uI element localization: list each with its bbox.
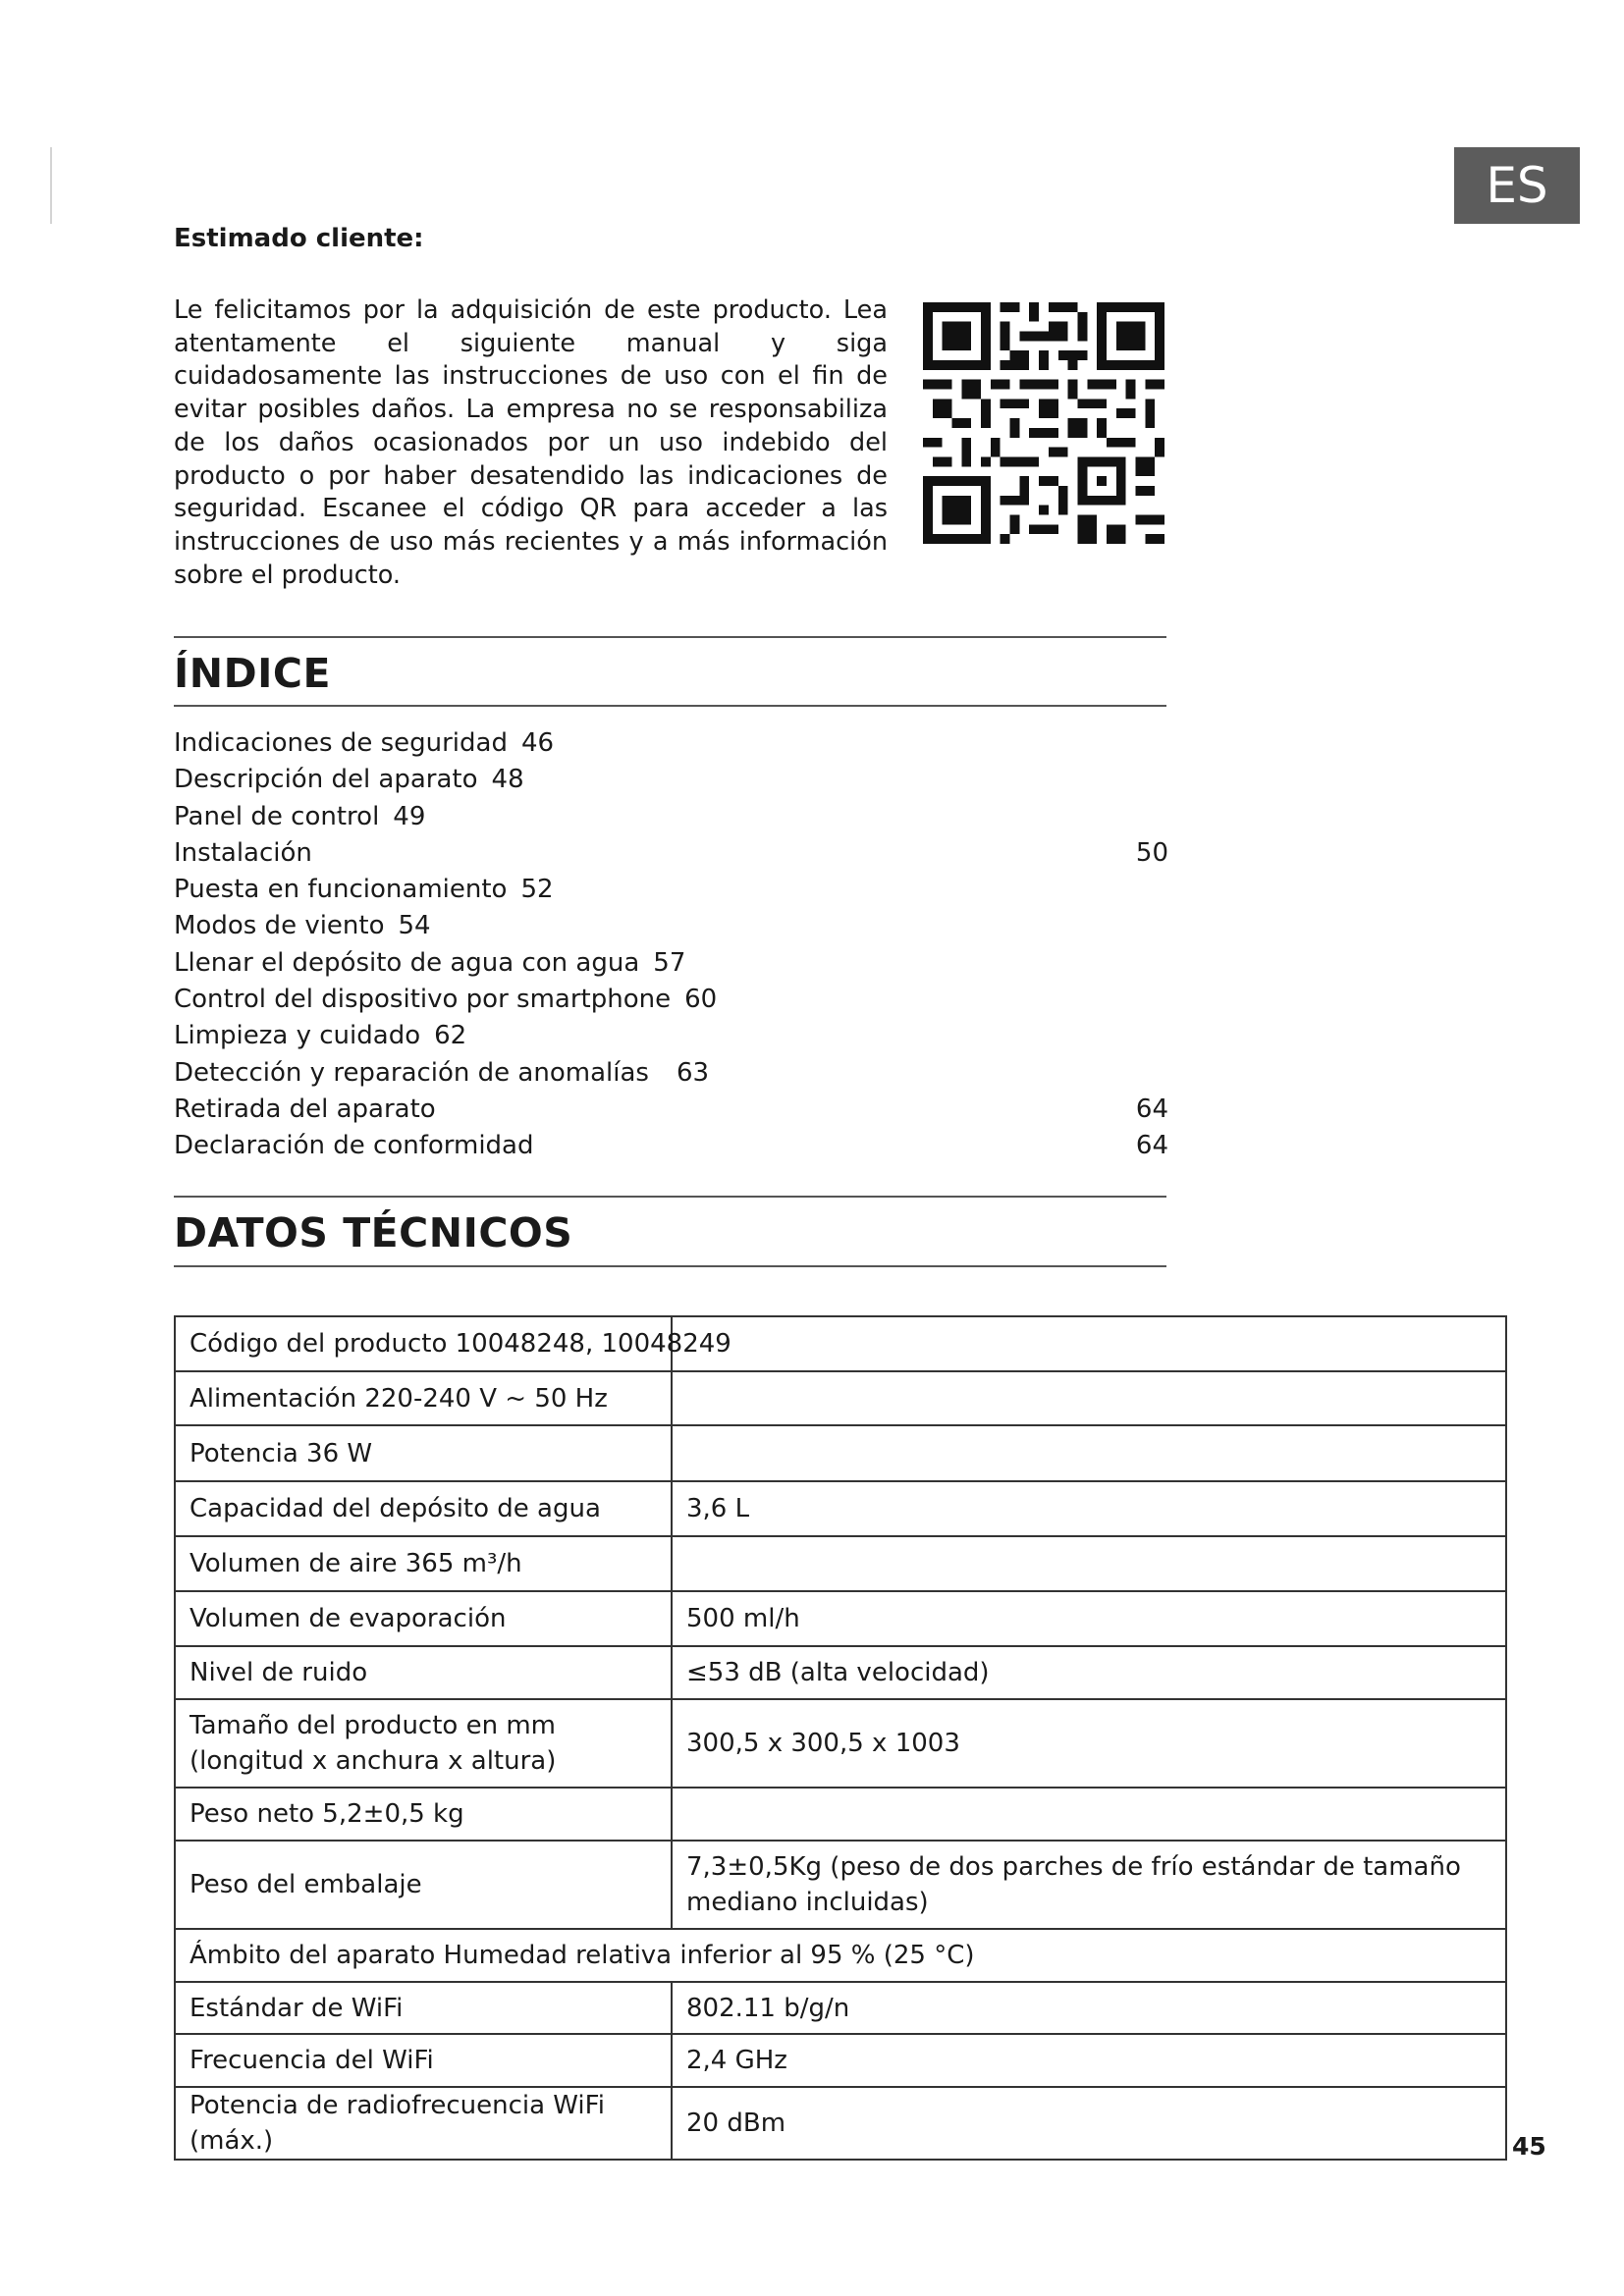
qr-code-icon — [923, 302, 1164, 544]
table-row — [175, 1316, 1506, 1371]
toc-item-label: Panel de control — [174, 801, 380, 831]
spec-value — [672, 1425, 1506, 1481]
table-row — [175, 1371, 1506, 1425]
table-row — [175, 1481, 1506, 1536]
toc-item-page: 64 — [1135, 1094, 1168, 1124]
spec-value: 3,6 L — [672, 1481, 1506, 1536]
spec-value: 300,5 x 300,5 x 1003 — [672, 1699, 1506, 1788]
toc-item[interactable] — [174, 945, 1168, 982]
toc-item[interactable] — [174, 835, 1168, 872]
spec-label: Nivel de ruido — [175, 1646, 672, 1699]
toc-item[interactable] — [174, 1092, 1168, 1128]
spec-value — [672, 1371, 1506, 1425]
spec-value: 7,3±0,5Kg (peso de dos parches de frío estándar de tamaño mediano incluidas) — [672, 1841, 1506, 1929]
spec-value: 2,4 GHz — [672, 2034, 1506, 2087]
spec-value — [672, 1316, 1506, 1371]
toc-item-page: 50 — [1135, 837, 1168, 868]
index-title: ÍNDICE — [174, 650, 331, 697]
spec-label: Tamaño del producto en mm (longitud x anchura x altura) — [175, 1699, 672, 1788]
toc-item-label: Descripción del aparato — [174, 765, 478, 795]
toc-item[interactable] — [174, 872, 1168, 908]
toc-item-label: Control del dispositivo por smartphone — [174, 985, 672, 1015]
toc-item-page: 57 — [653, 947, 686, 978]
toc-item-label: Declaración de conformidad — [174, 1131, 534, 1161]
margin-line — [50, 147, 52, 224]
toc-item-label: Indicaciones de seguridad — [174, 728, 508, 758]
spec-label: Volumen de aire 365 m³/h — [175, 1536, 672, 1591]
table-row — [175, 1841, 1506, 1929]
toc-item[interactable] — [174, 1018, 1168, 1054]
table-row — [175, 1982, 1506, 2034]
toc-item-label: Llenar el depósito de agua con agua — [174, 947, 640, 978]
spec-value: 500 ml/h — [672, 1591, 1506, 1646]
spec-label: Código del producto 10048248, 10048249 — [175, 1316, 672, 1371]
toc-item-label: Limpieza y cuidado — [174, 1021, 421, 1051]
spec-label: Peso del embalaje — [175, 1841, 672, 1929]
toc-item[interactable] — [174, 762, 1168, 798]
spec-value — [672, 1536, 1506, 1591]
spec-label: Potencia de radiofrecuencia WiFi (máx.) — [175, 2087, 672, 2160]
table-row — [175, 1929, 1506, 1982]
toc-item-page: 64 — [1135, 1131, 1168, 1161]
spec-value — [672, 1788, 1506, 1841]
toc-item-page: 60 — [684, 985, 718, 1015]
spec-label: Potencia 36 W — [175, 1425, 672, 1481]
spec-label: Peso neto 5,2±0,5 kg — [175, 1788, 672, 1841]
table-row — [175, 2087, 1506, 2160]
toc-item-page: 49 — [393, 801, 426, 831]
table-row — [175, 1788, 1506, 1841]
toc-item-page: 52 — [520, 875, 554, 905]
toc-item[interactable] — [174, 982, 1168, 1018]
specs-top-rule — [174, 1196, 1166, 1198]
toc-item[interactable] — [174, 1128, 1168, 1164]
specs-bottom-rule — [174, 1265, 1166, 1267]
language-tab: ES — [1454, 147, 1580, 224]
toc-item-label: Instalación — [174, 837, 312, 868]
toc-item-label: Puesta en funcionamiento — [174, 875, 508, 905]
spec-value: ≤53 dB (alta velocidad) — [672, 1646, 1506, 1699]
spec-value: 20 dBm — [672, 2087, 1506, 2160]
toc-item-page: 63 — [676, 1057, 710, 1088]
toc-item-page: 48 — [491, 765, 524, 795]
intro-paragraph: Le felicitamos por la adquisición de este producto. Lea atentamente el siguiente manual y siga cuidadosamente las instrucciones de uso con el fin de evitar posibles daños. La empresa no se responsabiliza de los daños ocasionados por un uso indebido del producto o por haber desatendido las indicaciones de seguridad. Escanee el código QR para acceder a las instrucciones de uso más recientes y a más información sobre el producto. — [174, 295, 888, 590]
toc-item-page: 46 — [520, 728, 555, 758]
table-row — [175, 1425, 1506, 1481]
toc-item-page: 62 — [434, 1021, 467, 1051]
page-number: 45 — [1512, 2132, 1546, 2161]
toc-item-label: Detección y reparación de anomalías — [174, 1057, 649, 1088]
spec-label: Capacidad del depósito de agua — [175, 1481, 672, 1536]
spec-label: Estándar de WiFi — [175, 1982, 672, 2034]
index-top-rule — [174, 636, 1166, 638]
index-bottom-rule — [174, 705, 1166, 707]
specs-table — [174, 1315, 1507, 2161]
table-of-contents — [174, 725, 1168, 1165]
toc-item[interactable] — [174, 799, 1168, 835]
spec-label: Ámbito del aparato Humedad relativa inferior al 95 % (25 °C) — [175, 1929, 1506, 1982]
table-row — [175, 2034, 1506, 2087]
toc-item[interactable] — [174, 725, 1168, 762]
table-row — [175, 1699, 1506, 1788]
spec-label: Alimentación 220-240 V ~ 50 Hz — [175, 1371, 672, 1425]
toc-item-label: Retirada del aparato — [174, 1094, 436, 1124]
greeting: Estimado cliente: — [174, 224, 424, 253]
spec-value: 802.11 b/g/n — [672, 1982, 1506, 2034]
toc-item-label: Modos de viento — [174, 911, 385, 941]
specs-title: DATOS TÉCNICOS — [174, 1209, 573, 1256]
spec-label: Volumen de evaporación — [175, 1591, 672, 1646]
spec-label: Frecuencia del WiFi — [175, 2034, 672, 2087]
table-row — [175, 1591, 1506, 1646]
toc-item-page: 54 — [398, 911, 431, 941]
toc-item[interactable] — [174, 1055, 1168, 1092]
table-row — [175, 1536, 1506, 1591]
toc-item[interactable] — [174, 908, 1168, 944]
table-row — [175, 1646, 1506, 1699]
